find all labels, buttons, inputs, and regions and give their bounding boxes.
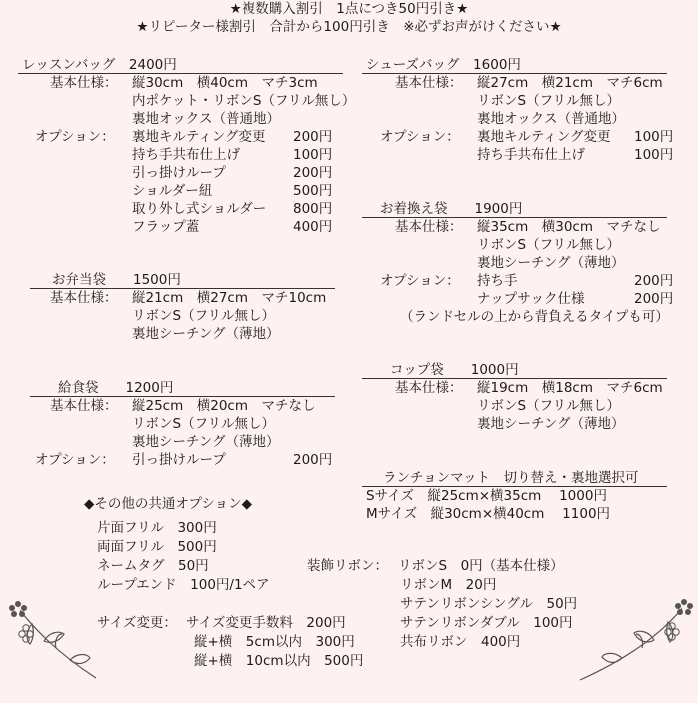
- lesson-bag-option: 引っ掛けループ: [132, 165, 226, 181]
- size-change-label: サイズ変更：: [97, 615, 177, 631]
- lunch-bag-option-price: 200円: [293, 452, 333, 468]
- multi-purchase-notice: ★複数購入割引 1点につき50円引き★: [229, 1, 469, 17]
- lunch-mat-row: Mサイズ 縦30cm×横40cm 1100円: [366, 506, 611, 522]
- size-change-item: 縦+横 10cm以内 500円: [194, 653, 364, 669]
- shoes-bag-spec-label: 基本仕様：: [395, 75, 463, 91]
- lesson-bag-option-label: オプション：: [35, 129, 115, 145]
- change-bag-title: お着換え袋 1900円: [380, 201, 523, 217]
- ribbon-label: 装飾リボン：: [307, 558, 388, 574]
- ribbon-item: リボンS 0円（基本仕様）: [398, 558, 564, 574]
- shoes-bag-option-price: 100円: [634, 147, 674, 163]
- lesson-bag-option: 取り外し式ショルダー: [132, 201, 267, 217]
- lunch-bag-option: 引っ掛けループ: [132, 452, 226, 468]
- lesson-bag-option: 持ち手共布仕上げ: [132, 147, 240, 163]
- lesson-bag-spec-label: 基本仕様：: [50, 75, 118, 91]
- cup-bag-title: コップ袋 1000円: [390, 362, 519, 378]
- ribbon-item: 共布リボン 400円: [400, 634, 521, 650]
- shoes-bag-spec: 縦27cm 横21cm マチ6cm: [477, 75, 663, 91]
- change-bag-spec: 裏地シーチング（薄地）: [477, 255, 625, 271]
- ribbon-item: サテンリボンシングル 50円: [400, 596, 578, 612]
- lunch-mat-row: Sサイズ 縦25cm×横35cm 1000円: [366, 488, 607, 504]
- shoes-bag-spec: リボンS（フリル無し）: [477, 93, 621, 109]
- common-options-title: ◆その他の共通オプション◆: [84, 496, 253, 512]
- lunch-bag-spec: 裏地シーチング（薄地）: [132, 434, 280, 450]
- ribbon-item: サテンリボンダブル 100円: [400, 615, 573, 631]
- bento-bag-title: お弁当袋 1500円: [52, 272, 181, 288]
- size-change-item: サイズ変更手数料 200円: [186, 615, 346, 631]
- shoes-bag-option: 裏地キルティング変更: [477, 129, 611, 145]
- lesson-bag-option-price: 400円: [293, 219, 333, 235]
- lesson-bag-option-price: 200円: [293, 129, 333, 145]
- flower-branch-icon: [4, 596, 100, 686]
- flower-branch-icon: [576, 596, 694, 686]
- lesson-bag-option-price: 500円: [293, 183, 333, 199]
- change-bag-spec: リボンS（フリル無し）: [477, 237, 621, 253]
- lunch-mat-title: ランチョンマット 切り替え・裏地選択可: [383, 470, 639, 486]
- change-bag-spec-label: 基本仕様：: [395, 219, 463, 235]
- cup-bag-spec: 裏地シーチング（薄地）: [477, 416, 625, 432]
- bento-bag-spec: リボンS（フリル無し）: [132, 308, 276, 324]
- lunch-bag-option-label: オプション：: [35, 452, 115, 468]
- change-bag-spec: 縦35cm 横30cm マチなし: [477, 219, 661, 235]
- common-option-item: ループエンド 100円/1ペア: [97, 577, 270, 593]
- shoes-bag-option: 持ち手共布仕上げ: [477, 147, 585, 163]
- change-bag-option-price: 200円: [634, 273, 674, 289]
- lesson-bag-option: ショルダー紐: [132, 183, 213, 199]
- cup-bag-spec-label: 基本仕様：: [395, 380, 463, 396]
- bento-bag-spec-label: 基本仕様：: [50, 290, 118, 306]
- cup-bag-spec: リボンS（フリル無し）: [477, 398, 621, 414]
- lesson-bag-option-price: 100円: [293, 147, 333, 163]
- lesson-bag-option: フラップ蓋: [132, 219, 200, 235]
- cup-bag-spec: 縦19cm 横18cm マチ6cm: [477, 380, 663, 396]
- common-option-item: 片面フリル 300円: [97, 520, 217, 536]
- common-option-item: ネームタグ 50円: [97, 558, 209, 574]
- change-bag-option: ナップサック仕様: [477, 291, 585, 307]
- shoes-bag-option-label: オプション：: [380, 129, 460, 145]
- shoes-bag-spec: 裏地オックス（普通地）: [477, 111, 625, 127]
- lesson-bag-spec: 裏地オックス（普通地）: [132, 111, 280, 127]
- change-bag-option: 持ち手: [477, 273, 518, 289]
- lunch-bag-title: 給食袋 1200円: [58, 380, 174, 396]
- lesson-bag-spec: 内ポケット・リボンS（フリル無し）: [132, 93, 356, 109]
- change-bag-note: （ランドセルの上から背負えるタイプも可）: [400, 309, 669, 325]
- lunch-bag-spec-label: 基本仕様：: [50, 398, 118, 414]
- lunch-bag-spec: リボンS（フリル無し）: [132, 416, 276, 432]
- lesson-bag-spec: 縦30cm 横40cm マチ3cm: [132, 75, 318, 91]
- lesson-bag-option: 裏地キルティング変更: [132, 129, 266, 145]
- bento-bag-spec: 縦21cm 横27cm マチ10cm: [132, 290, 327, 306]
- lesson-bag-title: レッスンバッグ 2400円: [22, 57, 177, 73]
- bento-bag-spec: 裏地シーチング（薄地）: [132, 326, 280, 342]
- change-bag-option-price: 200円: [634, 291, 674, 307]
- repeater-notice: ★リピーター様割引 合計から100円引き ※必ずお声がけください★: [136, 19, 562, 35]
- size-change-item: 縦+横 5cm以内 300円: [194, 634, 355, 650]
- lunch-bag-spec: 縦25cm 横20cm マチなし: [132, 398, 316, 414]
- ribbon-item: リボンM 20円: [400, 577, 497, 593]
- common-option-item: 両面フリル 500円: [97, 539, 217, 555]
- lesson-bag-option-price: 200円: [293, 165, 333, 181]
- shoes-bag-title: シューズバッグ 1600円: [366, 57, 521, 73]
- change-bag-option-label: オプション：: [380, 273, 460, 289]
- lesson-bag-option-price: 800円: [293, 201, 333, 217]
- shoes-bag-option-price: 100円: [634, 129, 674, 145]
